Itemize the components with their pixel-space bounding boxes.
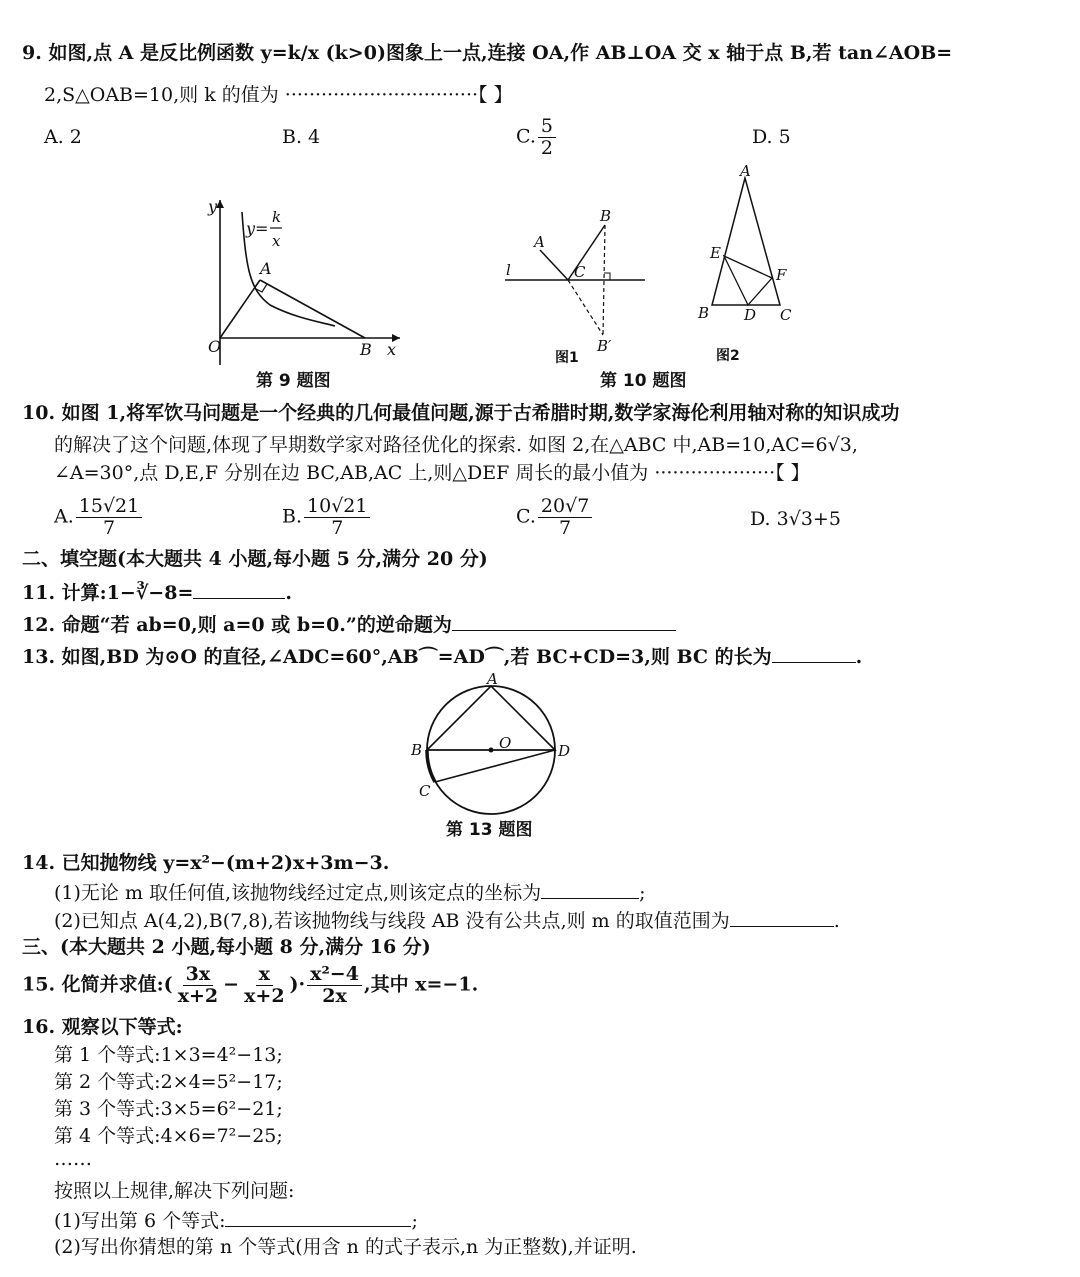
- q13-arc-bc: [427, 750, 435, 782]
- q9-option-c-num: 5: [538, 116, 556, 138]
- q16-part1-text: (1)写出第 6 个等式:: [54, 1210, 226, 1232]
- q15-minus: −: [223, 973, 240, 996]
- q9-option-b: B. 4: [282, 126, 321, 148]
- q15: [22, 964, 478, 1007]
- q13-end: .: [855, 646, 863, 668]
- q14-part1-end: ;: [639, 882, 646, 904]
- q13-text: 13. 如图,BD 为⊙O 的直径,∠ADC=60°,AB⌒=AD⌒,若 BC+CD=3,则 BC 的长为: [22, 646, 772, 668]
- q10-fig2-label-d: D: [744, 306, 757, 324]
- q10-option-b-fraction: [304, 496, 370, 539]
- q10-fig2-label-b: B: [698, 304, 710, 322]
- q16-ellipsis: ……: [54, 1148, 92, 1170]
- q15-fraction3: [307, 964, 362, 1007]
- section-3-heading: 三、(本大题共 2 小题,每小题 8 分,满分 16 分): [22, 936, 431, 958]
- q10-fig2-label-e: E: [710, 244, 721, 262]
- q14-stem: 14. 已知抛物线 y=x²−(m+2)x+3m−3.: [22, 852, 390, 874]
- q10-fig2-label-c: C: [780, 306, 792, 324]
- q9-label-x-axis: x: [387, 340, 397, 359]
- q10-option-c: [516, 496, 594, 539]
- q11: [22, 580, 292, 606]
- q15-prefix: 15. 化简并求值:(: [22, 973, 173, 996]
- q10-option-c-prefix: C.: [516, 505, 536, 528]
- q10-stem-line2: 的解决了这个问题,体现了早期数学家对路径优化的探索. 如图 2,在△ABC 中,AB=10,AC=6√3,: [54, 434, 858, 456]
- q16-stem: 16. 观察以下等式:: [22, 1016, 183, 1038]
- q16-part2: (2)写出你猜想的第 n 个等式(用含 n 的式子表示,n 为正整数),并证明.: [54, 1236, 637, 1258]
- q10-option-a-prefix: A.: [54, 505, 74, 528]
- q10-option-b-prefix: B.: [282, 505, 303, 528]
- q10-option-d: D. 3√3+5: [750, 508, 841, 530]
- q15-mid: )·: [289, 973, 306, 996]
- q10-fig1-segment-ac: [540, 250, 568, 280]
- q10-option-a: [54, 496, 144, 539]
- q10-option-b-den: 7: [331, 516, 344, 539]
- q10-option-a-den: 7: [102, 516, 116, 539]
- q10-fig2-triangle-abc: [712, 178, 780, 305]
- q14-part1: [54, 880, 646, 906]
- q13-figure: [405, 670, 580, 820]
- q11-end: .: [285, 582, 292, 604]
- q10-stem-line1: 10. 如图 1,将军饮马问题是一个经典的几何最值问题,源于古希腊时期,数学家海伦利用轴对称的知识成功: [22, 402, 900, 424]
- q12-text: 12. 命题“若 ab=0,则 a=0 或 b=0.”的逆命题为: [22, 614, 452, 636]
- q10-fig1-caption: 图1: [555, 350, 579, 366]
- q9-stem-line1: 9. 如图,点 A 是反比例函数 y=k/x (k>0)图象上一点,连接 OA,作 AB⊥OA 交 x 轴于点 B,若 tan∠AOB=: [22, 42, 953, 64]
- q15-fraction1-den: x+2: [177, 984, 219, 1007]
- q9-label-x: x: [272, 232, 281, 250]
- q10-fig2-triangle-def: [724, 256, 772, 305]
- section-2-heading: 二、填空题(本大题共 4 小题,每小题 5 分,满分 20 分): [22, 548, 488, 570]
- q9-option-a: A. 2: [44, 126, 82, 148]
- q14-part1-answer-blank[interactable]: [541, 880, 639, 899]
- q9-option-c-fraction: [538, 116, 556, 159]
- q14-part2-end: .: [833, 910, 840, 932]
- q13-label-d: D: [558, 742, 571, 760]
- q10-option-c-den: 7: [559, 516, 572, 539]
- q9-figure-caption: 第 9 题图: [256, 371, 331, 391]
- q10-fig1-label-bprime: B′: [597, 337, 612, 355]
- q10-option-b: [282, 496, 372, 539]
- q10-fig2-label-f: F: [776, 266, 787, 284]
- q10-figure1: [500, 205, 650, 355]
- q13: [22, 644, 862, 670]
- q13-figure-caption: 第 13 题图: [446, 820, 533, 840]
- q9-option-d: D. 5: [752, 126, 791, 148]
- q10-figure2: [690, 160, 800, 330]
- q11-text: 11. 计算:1−∛−8=: [22, 582, 194, 604]
- q12: [22, 612, 676, 638]
- q10-fig1-segment-cbp: [568, 280, 603, 335]
- q13-label-o: O: [499, 734, 512, 752]
- q10-option-a-num: 15√21: [76, 496, 142, 518]
- q16-part1-end: ;: [411, 1210, 418, 1232]
- q10-figure-caption: 第 10 题图: [600, 371, 687, 391]
- q10-fig1-label-c: C: [574, 263, 586, 281]
- q14-part2-answer-blank[interactable]: [730, 908, 834, 927]
- q12-answer-blank[interactable]: [452, 612, 676, 631]
- q13-center-point: [489, 748, 494, 753]
- q9-label-k: k: [272, 208, 282, 226]
- q9-option-c-prefix: C.: [516, 125, 536, 148]
- q9-label-y-eq: y=: [246, 219, 269, 238]
- q13-label-a: A: [487, 670, 498, 688]
- q10-option-a-fraction: [76, 496, 142, 539]
- q10-fig2-caption: 图2: [716, 348, 740, 364]
- q15-fraction3-num: x²−4: [307, 964, 362, 986]
- q16-part1: [54, 1208, 418, 1234]
- q9-label-y-axis: y: [208, 197, 218, 216]
- q16-equation-4: 第 4 个等式:4×6=7²−25;: [54, 1125, 283, 1147]
- q10-fig1-label-a: A: [534, 233, 545, 251]
- q16-instruction: 按照以上规律,解决下列问题:: [54, 1180, 295, 1202]
- q13-answer-blank[interactable]: [772, 644, 856, 663]
- q16-equation-3: 第 3 个等式:3×5=6²−21;: [54, 1098, 283, 1120]
- q15-fraction2-den: x+2: [244, 984, 285, 1007]
- q14-part2-text: (2)已知点 A(4,2),B(7,8),若该抛物线与线段 AB 没有公共点,则 m 的取值范围为: [54, 910, 730, 932]
- q10-option-b-num: 10√21: [304, 496, 370, 518]
- q16-part1-answer-blank[interactable]: [225, 1208, 411, 1227]
- q15-fraction1: [175, 964, 221, 1007]
- q15-fraction1-num: 3x: [183, 964, 214, 986]
- q13-label-c: C: [419, 782, 431, 800]
- q10-stem-line3: ∠A=30°,点 D,E,F 分别在边 BC,AB,AC 上,则△DEF 周长的最小值为 ····················【 】: [54, 462, 810, 484]
- q15-fraction2-num: x: [256, 964, 273, 986]
- q16-equation-2: 第 2 个等式:2×4=5²−17;: [54, 1071, 283, 1093]
- q10-fig1-label-l: l: [506, 261, 511, 279]
- q13-segment-dc: [435, 750, 555, 782]
- q10-option-c-fraction: [538, 496, 592, 539]
- q9-option-c: [516, 116, 558, 159]
- q10-fig2-label-a: A: [740, 162, 751, 180]
- q11-answer-blank[interactable]: [193, 580, 285, 599]
- q13-label-b: B: [411, 741, 423, 759]
- q9-y-arrow: [216, 200, 224, 208]
- q9-option-c-den: 2: [540, 136, 553, 159]
- q16-equation-1: 第 1 个等式:1×3=4²−13;: [54, 1044, 283, 1066]
- q9-segment-ab: [260, 280, 365, 338]
- q14-part2: [54, 908, 840, 934]
- q10-option-c-num: 20√7: [538, 496, 592, 518]
- q14-part1-text: (1)无论 m 取任何值,该抛物线经过定点,则该定点的坐标为: [54, 882, 542, 904]
- q13-triangle-abd: [427, 686, 555, 750]
- q9-label-b: B: [360, 340, 372, 359]
- q10-fig1-label-b: B: [600, 207, 612, 225]
- q9-label-a: A: [260, 259, 272, 278]
- q15-suffix: ,其中 x=−1.: [363, 973, 479, 996]
- q9-label-o: O: [208, 337, 222, 356]
- q9-figure: [190, 190, 420, 370]
- q9-stem-line2: 2,S△OAB=10,则 k 的值为 ································【 】: [44, 84, 513, 106]
- q15-fraction2: [241, 964, 287, 1007]
- q10-fig1-right-angle: [604, 273, 610, 280]
- q15-fraction3-den: 2x: [322, 984, 347, 1007]
- q9-segment-oa: [220, 280, 260, 338]
